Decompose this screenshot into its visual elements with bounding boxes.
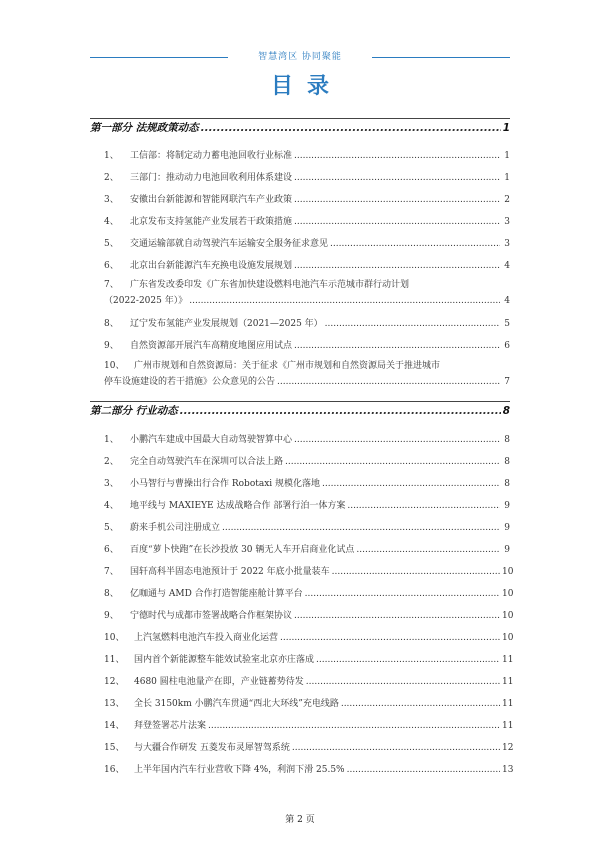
toc-entry[interactable]: 9、 自然资源部开展汽车高精度地图应用试点 ..... 6 <box>104 339 510 354</box>
entry-page: 4 <box>504 261 510 271</box>
entry-title: 工信部：将制定动力蓄电池回收行业标准 <box>130 151 293 161</box>
entry-page: 11 <box>502 721 514 731</box>
toc-entry[interactable]: 1、 小鹏汽车建成中国最大自动驾驶智算中心 ..... 8 <box>104 433 510 448</box>
page-number: 第 2 页 <box>285 815 315 825</box>
toc-entry[interactable]: 9、 宁德时代与成都市签署战略合作框架协议 ..... 10 <box>104 609 510 624</box>
header-bar <box>90 50 510 64</box>
header-slogan: 智慧湾区 协同聚能 <box>258 52 342 62</box>
section-label: 第二部分 行业动态 <box>90 405 178 417</box>
entry-title: 完全自动驾驶汽车在深圳可以合法上路 <box>130 457 284 467</box>
entry-title: 上半年国内汽车行业营收下降 4%，利润下滑 25.5% <box>134 765 345 775</box>
entry-title: 蔚来手机公司注册成立 <box>130 523 221 533</box>
toc-entry[interactable]: 10、 上汽氢燃料电池汽车投入商业化运营 ..... 10 <box>104 631 510 646</box>
entry-page: 1 <box>504 173 510 183</box>
entry-page: 11 <box>502 655 514 665</box>
entry-title: 宁德时代与成都市签署战略合作框架协议 <box>130 611 293 621</box>
entry-page: 10 <box>502 611 514 621</box>
leader-dots <box>201 120 501 136</box>
entry-title: 北京发布支持氢能产业发展若干政策措施 <box>130 217 293 227</box>
toc-entry[interactable]: 8、 亿咖通与 AMD 合作打造智能座舱计算平台 ..... 10 <box>104 587 510 602</box>
entry-title: 三部门：推动动力电池回收利用体系建设 <box>130 173 293 183</box>
entry-title: 地平线与 MAXIEYE 达成战略合作 部署行泊一体方案 <box>130 501 346 511</box>
entry-title: 自然资源部开展汽车高精度地图应用试点 <box>130 341 293 351</box>
toc-entry[interactable]: 16、 上半年国内汽车行业营收下降 4%，利润下滑 25.5% ..... 13 <box>104 763 510 778</box>
entry-title: 百度“萝卜快跑”在长沙投放 30 辆无人车开启商业化试点 <box>130 545 355 555</box>
entry-page: 10 <box>502 633 514 643</box>
entry-title: 安徽出台新能源和智能网联汽车产业政策 <box>130 195 293 205</box>
header-divider-right <box>372 57 510 58</box>
entry-title: 亿咖通与 AMD 合作打造智能座舱计算平台 <box>130 589 303 599</box>
section-rule <box>90 401 510 402</box>
entry-title: 国内首个新能源整车能效试验室北京亦庄落成 <box>134 655 315 665</box>
toc-entry[interactable]: 1、 工信部：将制定动力蓄电池回收行业标准 ..... 1 <box>104 149 510 164</box>
toc-entry[interactable]: 14、 拜登签署芯片法案 ..... 11 <box>104 719 510 734</box>
entry-page: 4 <box>504 296 510 306</box>
toc-entry[interactable]: 2、 完全自动驾驶汽车在深圳可以合法上路 ..... 8 <box>104 455 510 470</box>
entry-page: 1 <box>504 151 510 161</box>
entry-title: 全长 3150km 小鹏汽车贯通“西北大环线”充电线路 <box>134 699 339 709</box>
section-label: 第一部分 法规政策动态 <box>90 122 199 134</box>
toc-entry[interactable]: 4、 地平线与 MAXIEYE 达成战略合作 部署行泊一体方案 ..... 9 <box>104 499 510 514</box>
toc-entry[interactable]: 12、 4680 圆柱电池量产在即，产业链蓄势待发 ..... 11 <box>104 675 510 690</box>
toc-entry[interactable]: 4、 北京发布支持氢能产业发展若干政策措施 ..... 3 <box>104 215 510 230</box>
entry-title: 广东省发改委印发《广东省加快建设燃料电池汽车示范城市群行动计划 <box>130 280 410 290</box>
entry-page: 8 <box>504 479 510 489</box>
toc-section-1[interactable] <box>90 120 510 136</box>
entry-title: 交通运输部就自动驾驶汽车运输安全服务征求意见 <box>130 239 329 249</box>
toc-entry[interactable]: 3、 安徽出台新能源和智能网联汽车产业政策 ..... 2 <box>104 193 510 208</box>
entry-page: 5 <box>504 319 510 329</box>
entry-title: 上汽氢燃料电池汽车投入商业化运营 <box>134 633 279 643</box>
toc-entry[interactable] <box>104 294 510 309</box>
toc-entry[interactable]: 6、 北京出台新能源汽车充换电设施发展规划 ..... 4 <box>104 259 510 274</box>
toc-entry[interactable]: 2、 三部门：推动动力电池回收利用体系建设 ..... 1 <box>104 171 510 186</box>
entry-page: 6 <box>504 341 510 351</box>
entry-page: 13 <box>502 765 514 775</box>
entry-page: 8 <box>504 435 510 445</box>
section-rule <box>90 118 510 119</box>
toc-entry[interactable]: 6、 百度“萝卜快跑”在长沙投放 30 辆无人车开启商业化试点 ..... 9 <box>104 543 510 558</box>
toc-entry[interactable]: 7、 国轩高科半固态电池预计于 2022 年底小批量装车 ..... 10 <box>104 565 510 580</box>
entry-title: 小马智行与曹操出行合作 Robotaxi 规模化落地 <box>130 479 321 489</box>
entry-page: 3 <box>504 239 510 249</box>
page-title: 目录 <box>270 74 343 99</box>
entry-page: 9 <box>504 545 510 555</box>
entry-title: 国轩高科半固态电池预计于 2022 年底小批量装车 <box>130 567 330 577</box>
entry-title: 辽宁发布氢能产业发展规划（2021—2025 年） <box>130 319 323 329</box>
toc-entry[interactable] <box>104 375 510 390</box>
toc-entry[interactable]: 3、 小马智行与曹操出行合作 Robotaxi 规模化落地 ..... 8 <box>104 477 510 492</box>
entry-title: 广州市规划和自然资源局：关于征求《广州市规划和自然资源局关于推进城市 <box>134 361 441 371</box>
entry-page: 12 <box>502 743 514 753</box>
toc-entry-line1[interactable]: 7、 广东省发改委印发《广东省加快建设燃料电池汽车示范城市群行动计划 <box>104 280 410 290</box>
entry-title-cont: 停车设施建设的若干措施》公众意见的公告 <box>104 377 276 387</box>
toc-entry[interactable]: 11、 国内首个新能源整车能效试验室北京亦庄落成 ..... 11 <box>104 653 510 668</box>
entry-title: 拜登签署芯片法案 <box>134 721 207 731</box>
toc-entry-line1[interactable]: 10、 广州市规划和自然资源局：关于征求《广州市规划和自然资源局关于推进城市 <box>104 361 441 371</box>
entry-page: 3 <box>504 217 510 227</box>
section-page: 8 <box>502 405 510 417</box>
toc-entry[interactable]: 15、 与大疆合作研发 五菱发布灵犀智驾系统 ..... 12 <box>104 741 510 756</box>
entry-page: 9 <box>504 523 510 533</box>
entry-title-cont: （2022-2025 年）》 <box>104 296 188 306</box>
toc-entry[interactable]: 5、 蔚来手机公司注册成立 ..... 9 <box>104 521 510 536</box>
entry-page: 11 <box>502 699 514 709</box>
entry-page: 2 <box>504 195 510 205</box>
entry-page: 8 <box>504 457 510 467</box>
entry-page: 10 <box>502 567 514 577</box>
entry-title: 小鹏汽车建成中国最大自动驾驶智算中心 <box>130 435 293 445</box>
leader-dots <box>180 403 501 419</box>
toc-entry[interactable]: 8、 辽宁发布氢能产业发展规划（2021—2025 年） ..... 5 <box>104 317 510 332</box>
entry-title: 与大疆合作研发 五菱发布灵犀智驾系统 <box>134 743 290 753</box>
entry-title: 北京出台新能源汽车充换电设施发展规划 <box>130 261 293 271</box>
section-page: 1 <box>502 122 510 134</box>
entry-page: 11 <box>502 677 514 687</box>
toc-section-2[interactable] <box>90 403 510 419</box>
entry-page: 10 <box>502 589 514 599</box>
toc-entry[interactable]: 13、 全长 3150km 小鹏汽车贯通“西北大环线”充电线路 ..... 11 <box>104 697 510 712</box>
toc-entry[interactable]: 5、 交通运输部就自动驾驶汽车运输安全服务征求意见 ..... 3 <box>104 237 510 252</box>
entry-page: 9 <box>504 501 510 511</box>
entry-page: 7 <box>504 377 510 387</box>
entry-title: 4680 圆柱电池量产在即，产业链蓄势待发 <box>134 677 304 687</box>
